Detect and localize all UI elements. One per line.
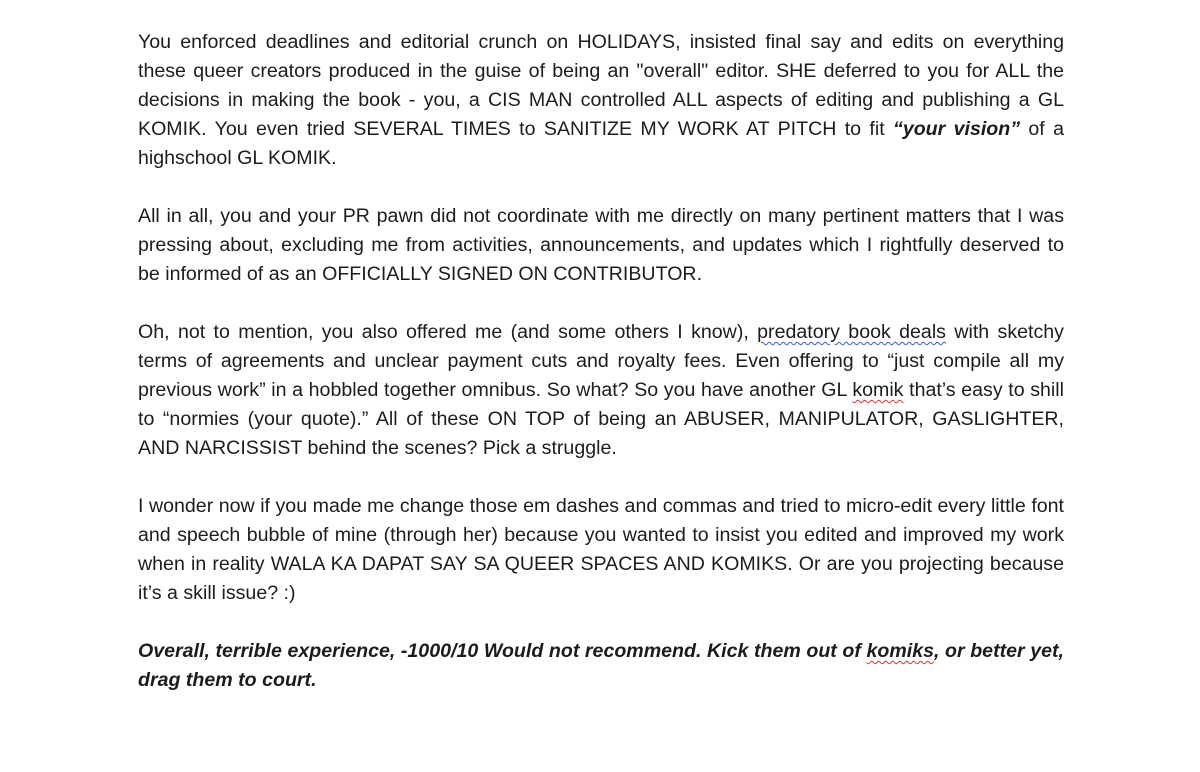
paragraph-text: , or better yet, drag them to court. xyxy=(138,640,1064,691)
grammar-flag-predatory-book-deals: predatory book deals xyxy=(757,321,946,343)
paragraph-text: with sketchy terms of agreements and unclear payment cuts and royalty fees. Even offering to “just compile all my previous work” in a hobbled together omnibus. So what? So you have another GL xyxy=(138,321,1064,401)
paragraph-micro-edit: I wonder now if you made me change those em dashes and commas and tried to micro-edit every little font and speech bubble of mine (through her) because you wanted to insist you edited and improved my work when in reality WALA KA DAPAT SAY SA QUEER SPACES AND KOMIKS. Or are you projecting because it’s a skill issue? :) xyxy=(138,495,1064,604)
paragraph-text: Overall, terrible experience, -1000/10 Would not recommend. Kick them out of xyxy=(138,640,867,662)
paragraph-text: that’s easy to shill to “normies (your quote).” All of these ON TOP of being an ABUSER, MANIPULATOR, GASLIGHTER, AND NARCISSIST behind the scenes? Pick a struggle. xyxy=(138,379,1064,459)
paragraph-text: You enforced deadlines and editorial crunch on HOLIDAYS, insisted final say and edits on everything these queer creators produced in the guise of being an "overall" editor. SHE deferred to you for ALL the decisions in making the book - you, a CIS MAN controlled ALL aspects of editing and publishing a GL KOMIK. You even tried SEVERAL TIMES to SANITIZE MY WORK AT PITCH to fit xyxy=(138,31,1064,140)
paragraph-editorial-control xyxy=(138,28,1064,173)
emphasis-your-vision: “your vision” xyxy=(893,118,1021,140)
document-body xyxy=(138,28,1064,695)
paragraph-book-deals xyxy=(138,318,1064,463)
paragraph-coordination: All in all, you and your PR pawn did not coordinate with me directly on many pertinent matters that I was pressing about, excluding me from activities, announcements, and updates which I rightfully deserved to be informed of as an OFFICIALLY SIGNED ON CONTRIBUTOR. xyxy=(138,205,1064,285)
spelling-flag-komik: komik xyxy=(852,379,904,401)
paragraph-conclusion xyxy=(138,637,1064,695)
paragraph-text: Oh, not to mention, you also offered me (and some others I know), xyxy=(138,321,758,343)
spelling-flag-komiks: komiks xyxy=(866,640,935,662)
paragraph-text: of a highschool GL KOMIK. xyxy=(138,118,1064,169)
